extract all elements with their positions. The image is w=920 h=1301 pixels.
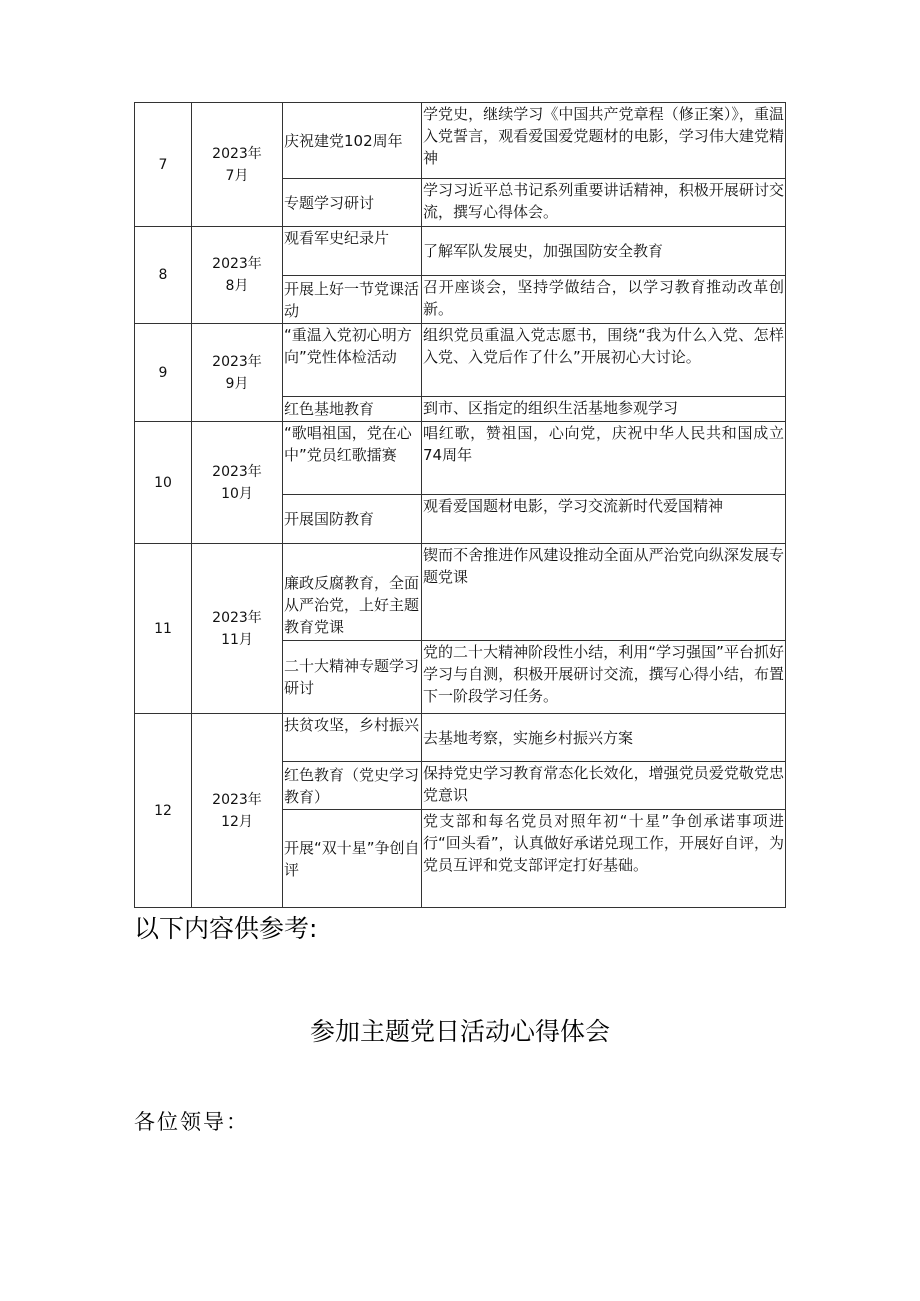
description-cell: 保持党史学习教育常态化长效化，增强党员爱党敬党忠党意识 xyxy=(422,762,786,810)
description-cell: 锲而不舍推进作风建设推动全面从严治党向纵深发展专题党课 xyxy=(422,544,786,641)
activity-cell: 廉政反腐教育，全面从严治党，上好主题教育党课 xyxy=(283,544,422,641)
description-cell: 学习习近平总书记系列重要讲话精神，积极开展研讨交流，撰写心得体会。 xyxy=(422,179,786,227)
activity-cell: 开展上好一节党课活动 xyxy=(283,276,422,324)
row-number: 10 xyxy=(135,422,192,544)
row-month: 2023年11月 xyxy=(192,544,283,714)
activity-cell: “重温入党初心明方向”党性体检活动 xyxy=(283,324,422,397)
row-number: 11 xyxy=(135,544,192,714)
description-cell: 去基地考察，实施乡村振兴方案 xyxy=(422,714,786,762)
activity-cell: 红色基地教育 xyxy=(283,397,422,422)
activity-plan-table xyxy=(134,102,786,908)
table-row xyxy=(135,227,786,276)
activity-cell: 二十大精神专题学习研讨 xyxy=(283,641,422,714)
activity-cell: 观看军史纪录片 xyxy=(283,227,422,276)
activity-cell: 开展国防教育 xyxy=(283,495,422,544)
activity-cell: “歌唱祖国，党在心中”党员红歌擂赛 xyxy=(283,422,422,495)
reference-label: 以下内容供参考: xyxy=(134,914,318,943)
description-cell: 党支部和每名党员对照年初“十星”争创承诺事项进行“回头看”，认真做好承诺兑现工作，开展好自评，为党员互评和党支部评定打好基础。 xyxy=(422,810,786,908)
description-cell: 了解军队发展史，加强国防安全教育 xyxy=(422,227,786,276)
row-month: 2023年8月 xyxy=(192,227,283,324)
row-month: 2023年7月 xyxy=(192,103,283,227)
description-cell: 党的二十大精神阶段性小结，利用“学习强国”平台抓好学习与自测，积极开展研讨交流，撰写心得小结，布置下一阶段学习任务。 xyxy=(422,641,786,714)
salutation: 各位领导： xyxy=(134,1110,249,1134)
row-number: 8 xyxy=(135,227,192,324)
row-month: 2023年10月 xyxy=(192,422,283,544)
row-number: 9 xyxy=(135,324,192,422)
activity-cell: 专题学习研讨 xyxy=(283,179,422,227)
table-row xyxy=(135,714,786,762)
table-row xyxy=(135,103,786,179)
description-cell: 唱红歌，赞祖国，心向党，庆祝中华人民共和国成立74周年 xyxy=(422,422,786,495)
description-cell: 观看爱国题材电影，学习交流新时代爱国精神 xyxy=(422,495,786,544)
row-number: 7 xyxy=(135,103,192,227)
activity-cell: 扶贫攻坚，乡村振兴 xyxy=(283,714,422,762)
table-row xyxy=(135,422,786,495)
activity-cell: 红色教育（党史学习教育） xyxy=(283,762,422,810)
description-cell: 到市、区指定的组织生活基地参观学习 xyxy=(422,397,786,422)
description-cell: 组织党员重温入党志愿书，围绕“我为什么入党、怎样入党、入党后作了什么”开展初心大讨论。 xyxy=(422,324,786,397)
page-title: 参加主题党日活动心得体会 xyxy=(309,1017,610,1046)
activity-cell: 庆祝建党102周年 xyxy=(283,103,422,179)
table-row xyxy=(135,324,786,397)
row-month: 2023年9月 xyxy=(192,324,283,422)
activity-cell: 开展“双十星”争创自评 xyxy=(283,810,422,908)
row-month: 2023年12月 xyxy=(192,714,283,908)
table-row xyxy=(135,544,786,641)
description-cell: 学党史，继续学习《中国共产党章程（修正案）》，重温入党誓言，观看爱国爱党题材的电影，学习伟大建党精神 xyxy=(422,103,786,179)
description-cell: 召开座谈会，坚持学做结合，以学习教育推动改革创新。 xyxy=(422,276,786,324)
row-number: 12 xyxy=(135,714,192,908)
